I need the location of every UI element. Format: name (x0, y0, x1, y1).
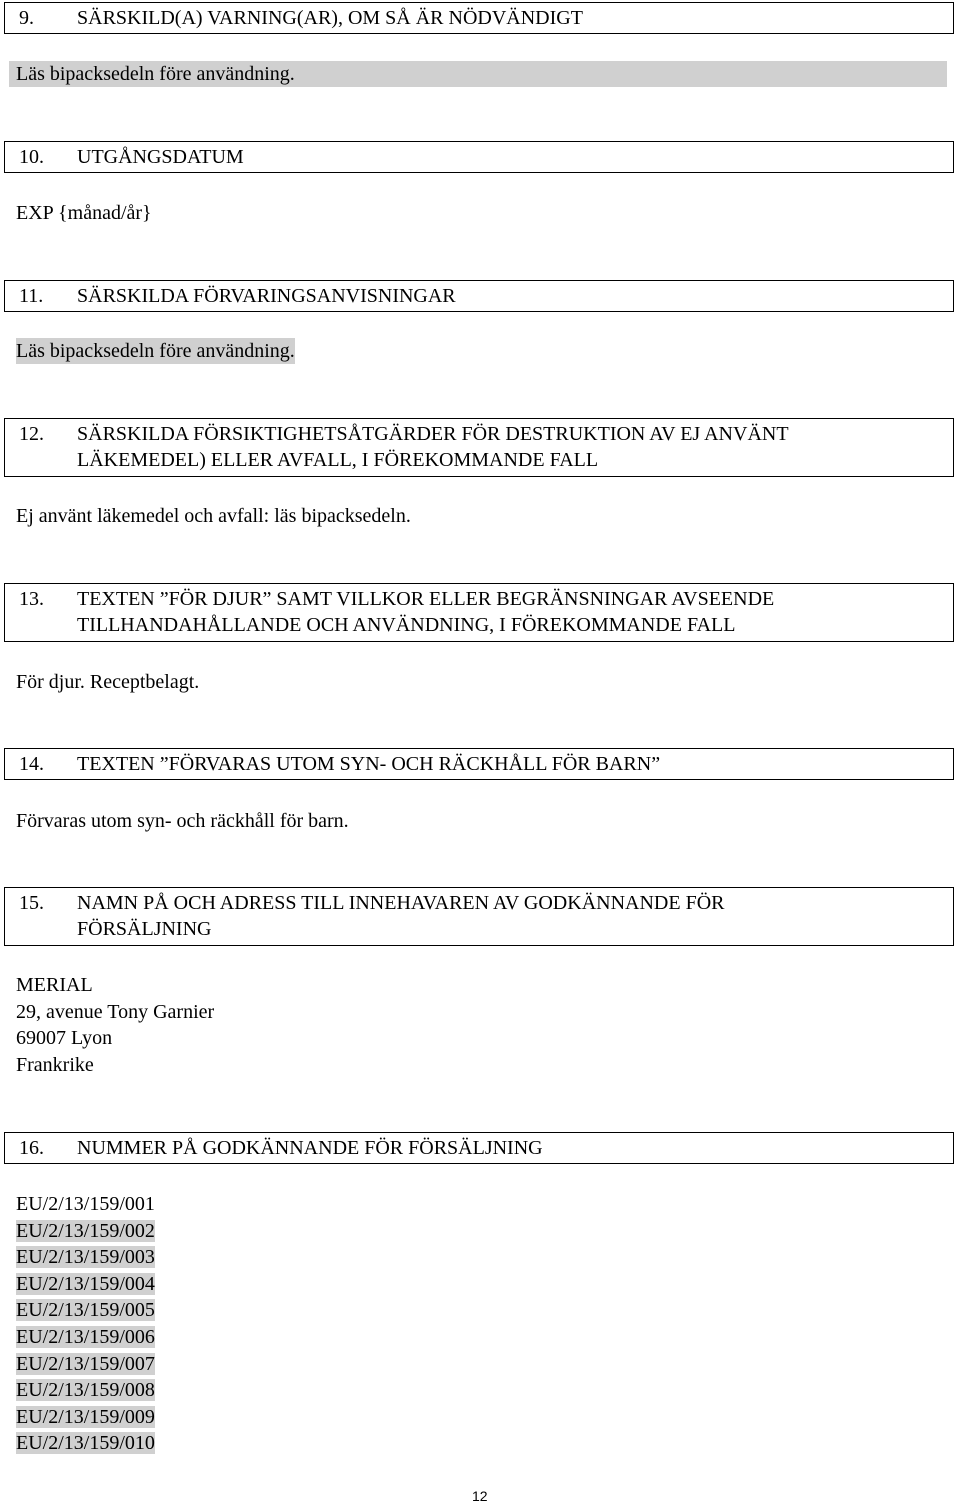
section-9-body: Läs bipacksedeln före användning. (16, 63, 295, 85)
address-city: 69007 Lyon (16, 1027, 113, 1049)
section-14-body: Förvaras utom syn- och räckhåll för barn. (16, 810, 349, 832)
section-10-body: EXP {månad/år} (16, 202, 152, 224)
section-title-line-1: NAMN PÅ OCH ADRESS TILL INNEHAVAREN AV GODKÄNNANDE FÖR (77, 892, 725, 914)
section-title: TEXTEN ”FÖRVARAS UTOM SYN- OCH RÄCKHÅLL FÖR BARN” (77, 753, 661, 775)
section-number: 15. (19, 892, 44, 914)
section-13-body: För djur. Receptbelagt. (16, 671, 200, 693)
address-street: 29, avenue Tony Garnier (16, 1001, 215, 1023)
authorisation-number: EU/2/13/159/005 (16, 1299, 155, 1322)
authorisation-number: EU/2/13/159/009 (16, 1405, 155, 1428)
authorisation-number: EU/2/13/159/004 (16, 1272, 155, 1295)
section-13-header (4, 583, 954, 642)
section-title-line-2: FÖRSÄLJNING (77, 918, 212, 940)
section-number: 16. (19, 1137, 44, 1159)
authorisation-number-list (16, 1191, 155, 1457)
address-name: MERIAL (16, 974, 93, 996)
section-number: 10. (19, 146, 44, 168)
authorisation-number: EU/2/13/159/002 (16, 1219, 155, 1242)
authorisation-number: EU/2/13/159/007 (16, 1352, 155, 1375)
section-number: 13. (19, 588, 44, 610)
section-number: 14. (19, 753, 44, 775)
authorisation-number: EU/2/13/159/008 (16, 1379, 155, 1402)
section-title: NUMMER PÅ GODKÄNNANDE FÖR FÖRSÄLJNING (77, 1137, 543, 1159)
section-11-header (4, 280, 954, 312)
authorisation-number: EU/2/13/159/010 (16, 1432, 155, 1455)
section-12-header (4, 418, 954, 477)
authorisation-number: EU/2/13/159/006 (16, 1325, 155, 1348)
section-title-line-2: TILLHANDAHÅLLANDE OCH ANVÄNDNING, I FÖREKOMMANDE FALL (77, 614, 736, 636)
section-number: 12. (19, 423, 44, 445)
section-11-body: Läs bipacksedeln före användning. (16, 340, 295, 362)
authorisation-number: EU/2/13/159/001 (16, 1193, 155, 1215)
section-12-body: Ej använt läkemedel och avfall: läs bipacksedeln. (16, 505, 411, 527)
section-number: 9. (19, 7, 34, 29)
section-number: 11. (19, 285, 44, 307)
section-9-header (4, 2, 954, 34)
section-title: SÄRSKILD(A) VARNING(AR), OM SÅ ÄR NÖDVÄNDIGT (77, 7, 583, 29)
page-number: 12 (472, 1488, 488, 1504)
section-16-header (4, 1132, 954, 1164)
section-title-line-1: TEXTEN ”FÖR DJUR” SAMT VILLKOR ELLER BEGRÄNSNINGAR AVSEENDE (77, 588, 775, 610)
section-title: SÄRSKILDA FÖRVARINGSANVISNINGAR (77, 285, 456, 307)
section-title-line-1: SÄRSKILDA FÖRSIKTIGHETSÅTGÄRDER FÖR DESTRUKTION AV EJ ANVÄNT (77, 423, 789, 445)
section-10-header (4, 141, 954, 173)
authorisation-number: EU/2/13/159/003 (16, 1246, 155, 1269)
address-country: Frankrike (16, 1054, 94, 1076)
section-title-line-2: LÄKEMEDEL) ELLER AVFALL, I FÖREKOMMANDE FALL (77, 449, 599, 471)
section-15-header (4, 887, 954, 946)
section-14-header (4, 748, 954, 780)
section-title: UTGÅNGSDATUM (77, 146, 244, 168)
